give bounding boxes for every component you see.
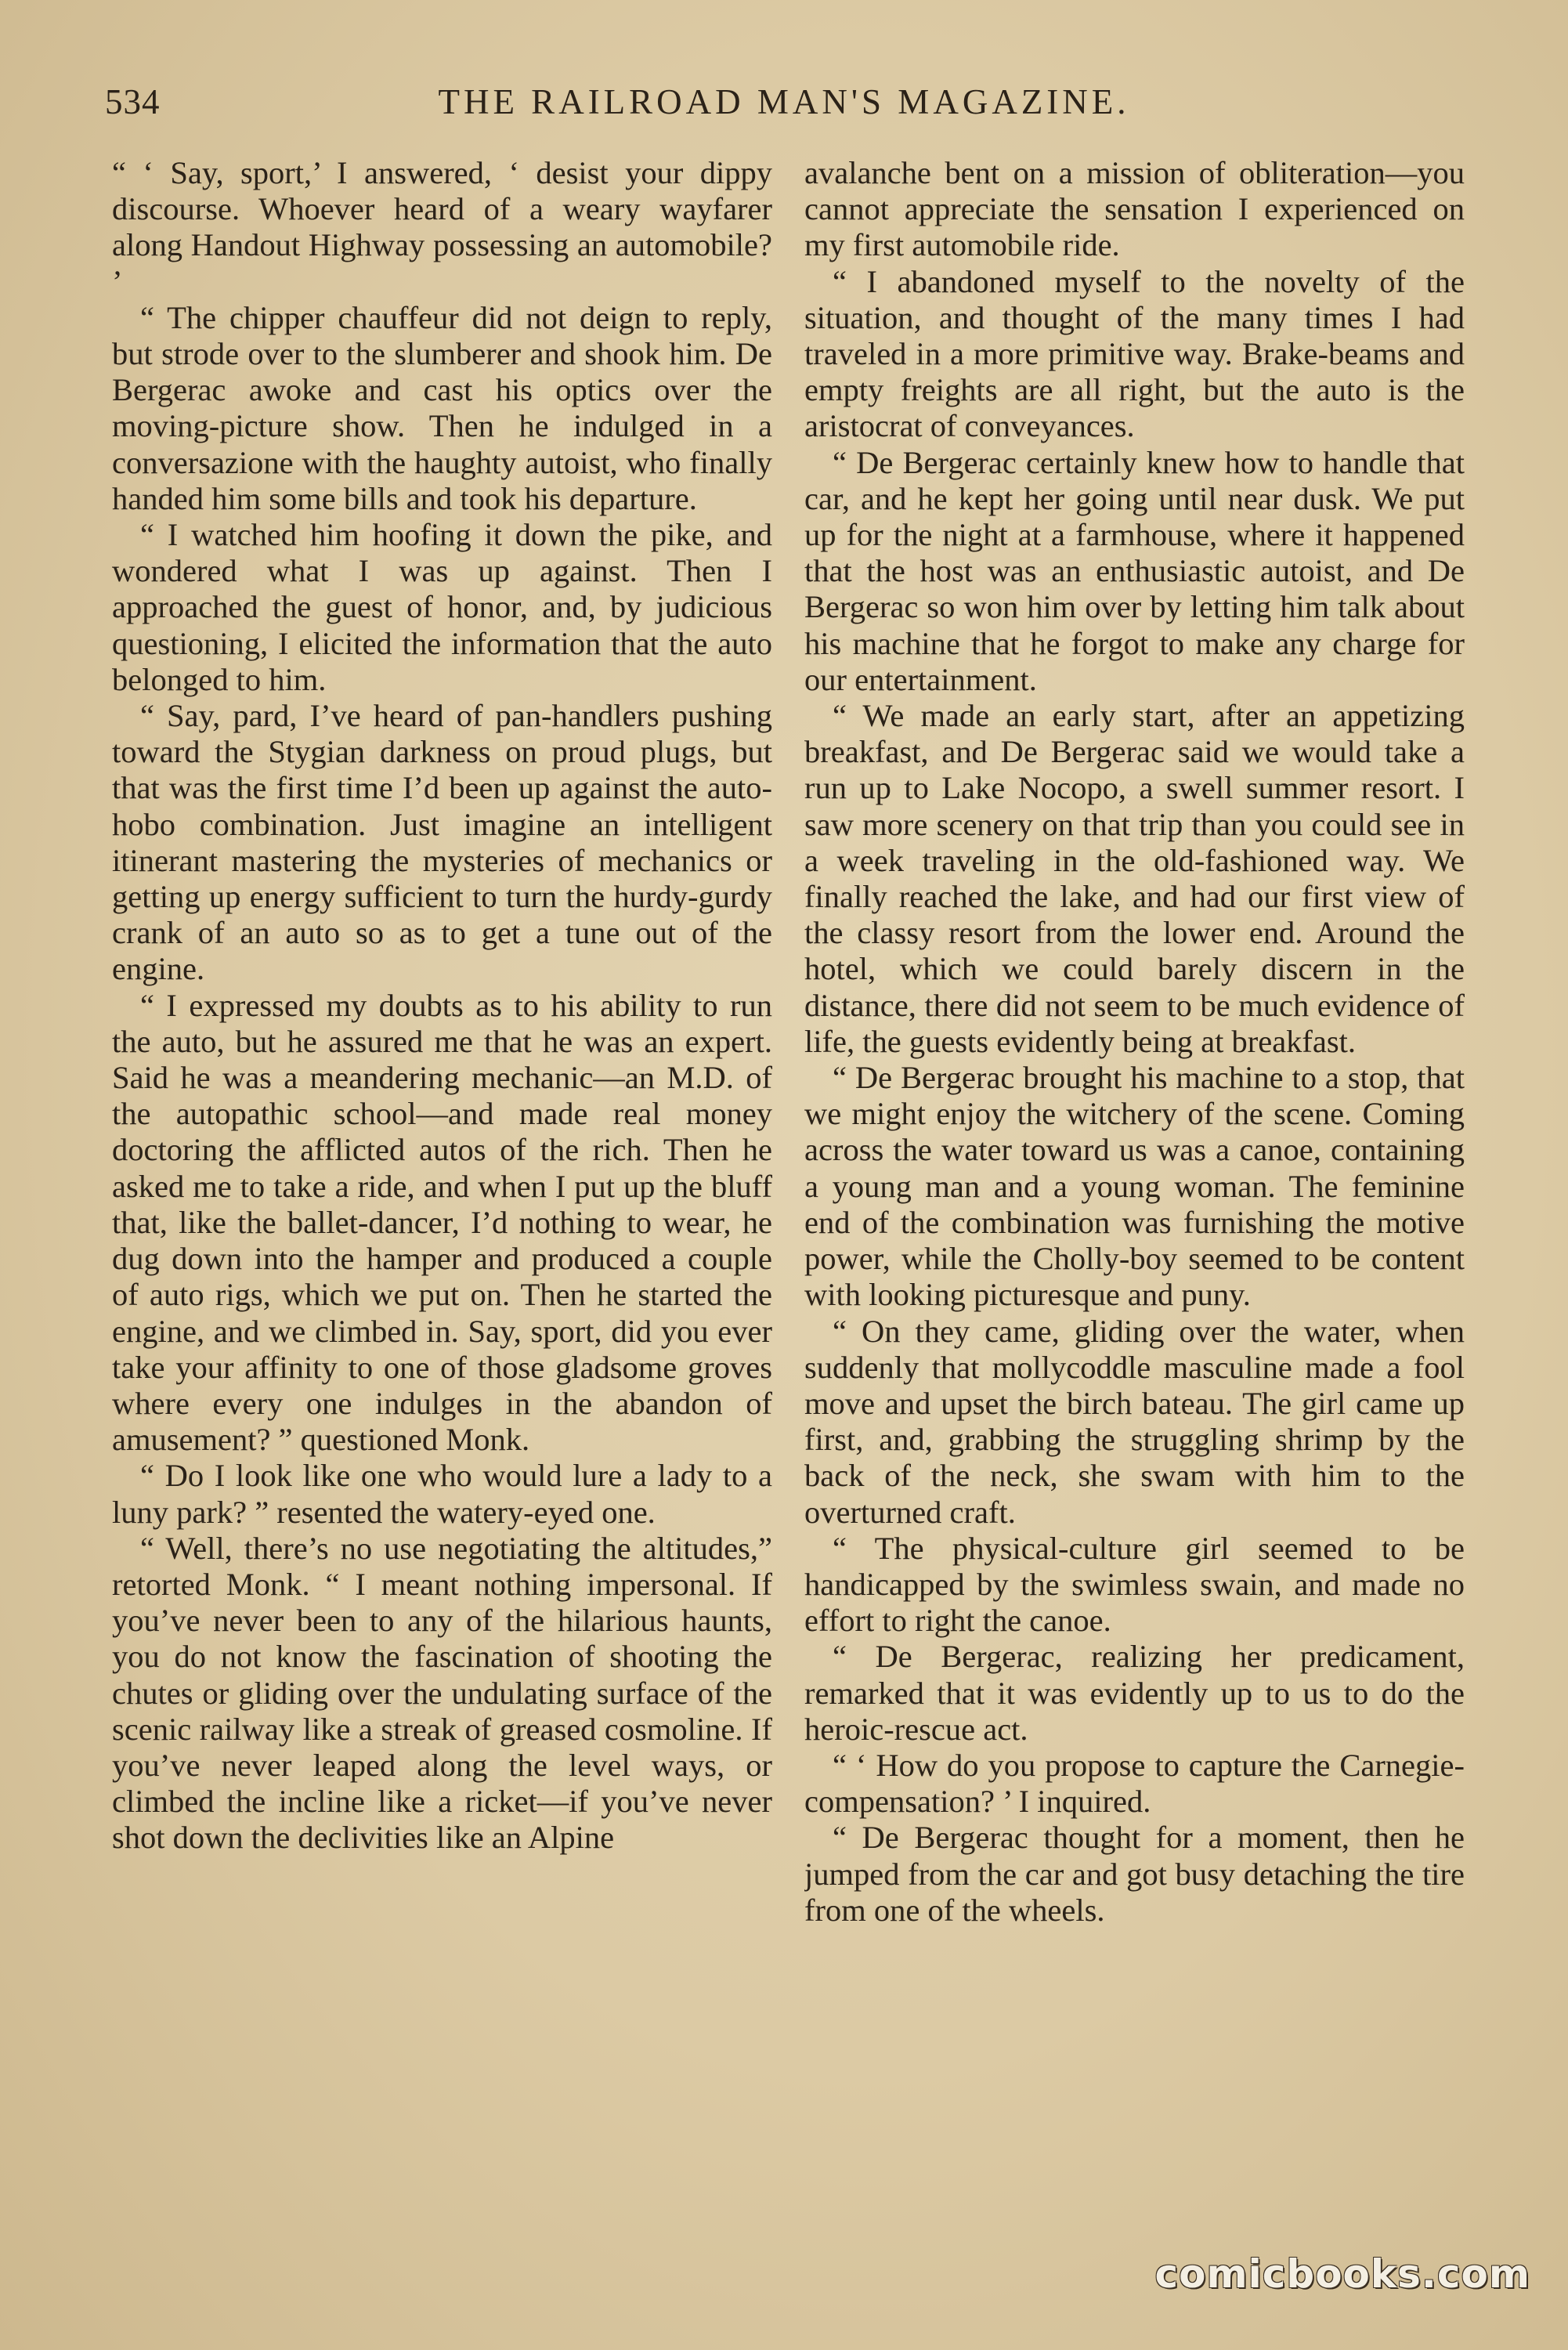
paragraph: “ The chipper chauffeur did not deign to reply, but strode over to the slumberer and shook him. De Bergerac awoke and cast his optics over the moving-picture show. Then he indulged in a conversazione with the haughty autoist, who finally handed him some bills and took his departure. [112,299,772,516]
right-column [804,155,1465,2223]
paragraph: “ The physical-culture girl seemed to be handicapped by the swimless swain, and made no effort to right the canoe. [804,1530,1465,1639]
paragraph: “ We made an early start, after an appetizing breakfast, and De Bergerac said we would take a run up to Lake Nocopo, a swell summer resort. I saw more scenery on that trip than you could see in a week traveling in the old-fashioned way. We finally reached the lake, and had our first view of the classy resort from the lower end. Around the hotel, which we could barely discern in the distance, there did not seem to be much evidence of life, the guests evidently being at breakfast. [804,698,1465,1059]
text-columns [112,155,1465,2223]
paragraph: “ De Bergerac thought for a moment, then he jumped from the car and got busy detaching the tire from one of the wheels. [804,1820,1465,1928]
paragraph: “ I expressed my doubts as to his ability to run the auto, but he assured me that he was an expert. Said he was a meandering mechanic—an M.D. of the autopathic school—and made real money doctoring the afflicted autos of the rich. Then he asked me to take a ride, and when I put up the bluff that, like the ballet-dancer, I’d nothing to wear, he dug down into the hamper and produced a couple of auto rigs, which we put on. Then he started the engine, and we climbed in. Say, sport, did you ever take your affinity to one of those gladsome groves where every one indulges in the abandon of amusement? ” questioned Monk. [112,987,772,1458]
paragraph: “ ‘ How do you propose to capture the Carnegie-compensation? ’ I inquired. [804,1747,1465,1820]
page-header [105,75,1463,130]
paragraph: avalanche bent on a mission of obliteration—you cannot appreciate the sensation I experienced on my first automobile ride. [804,155,1465,263]
page-number: 534 [105,82,161,121]
paragraph: “ De Bergerac, realizing her predicament, remarked that it was evidently up to us to do the heroic-rescue act. [804,1639,1465,1747]
paragraph: “ Say, pard, I’ve heard of pan-handlers pushing toward the Stygian darkness on proud plugs, but that was the first time I’d been up against the auto-hobo combination. Just imagine an intelligent itinerant mastering the mysteries of mechanics or getting up energy sufficient to turn the hurdy-gurdy crank of an auto so as to get a tune out of the engine. [112,698,772,987]
site-watermark: comicbooks.com [1154,2251,1530,2297]
paragraph: “ ‘ Say, sport,’ I answered, ‘ desist your dippy discourse. Whoever heard of a weary wayfarer along Handout Highway possessing an automobile? ’ [112,155,772,299]
paragraph: “ Do I look like one who would lure a lady to a luny park? ” resented the watery-eyed one. [112,1458,772,1530]
paragraph: “ De Bergerac brought his machine to a stop, that we might enjoy the witchery of the scene. Coming across the water toward us was a canoe, containing a young man and a young woman. The feminine end of the combination was furnishing the motive power, while the Cholly-boy seemed to be content with looking picturesque and puny. [804,1060,1465,1313]
paragraph: “ On they came, gliding over the water, when suddenly that mollycoddle masculine made a fool move and upset the birch bateau. The girl came up first, and, grabbing the struggling shrimp by the back of the neck, she swam with him to the overturned craft. [804,1313,1465,1530]
left-column [112,155,772,2223]
paragraph: “ I abandoned myself to the novelty of the situation, and thought of the many times I had traveled in a more primitive way. Brake-beams and empty freights are all right, but the auto is the aristocrat of conveyances. [804,263,1465,444]
paragraph: “ I watched him hoofing it down the pike, and wondered what I was up against. Then I approached the guest of honor, and, by judicious questioning, I elicited the information that the auto belonged to him. [112,517,772,697]
running-head: THE RAILROAD MAN'S MAGAZINE. [438,82,1130,121]
paragraph: “ De Bergerac certainly knew how to handle that car, and he kept her going until near dusk. We put up for the night at a farmhouse, where it happened that the host was an enthusiastic autoist, and De Bergerac so won him over by letting him talk about his machine that he forgot to make any charge for our entertainment. [804,444,1465,697]
paragraph: “ Well, there’s no use negotiating the altitudes,” retorted Monk. “ I meant nothing impersonal. If you’ve never been to any of the hilarious haunts, you do not know the fascination of shooting the chutes or gliding over the undulating surface of the scenic railway like a streak of greased cosmoline. If you’ve never leaped along the level ways, or climbed the incline like a ricket—if you’ve never shot down the declivities like an Alpine [112,1530,772,1856]
